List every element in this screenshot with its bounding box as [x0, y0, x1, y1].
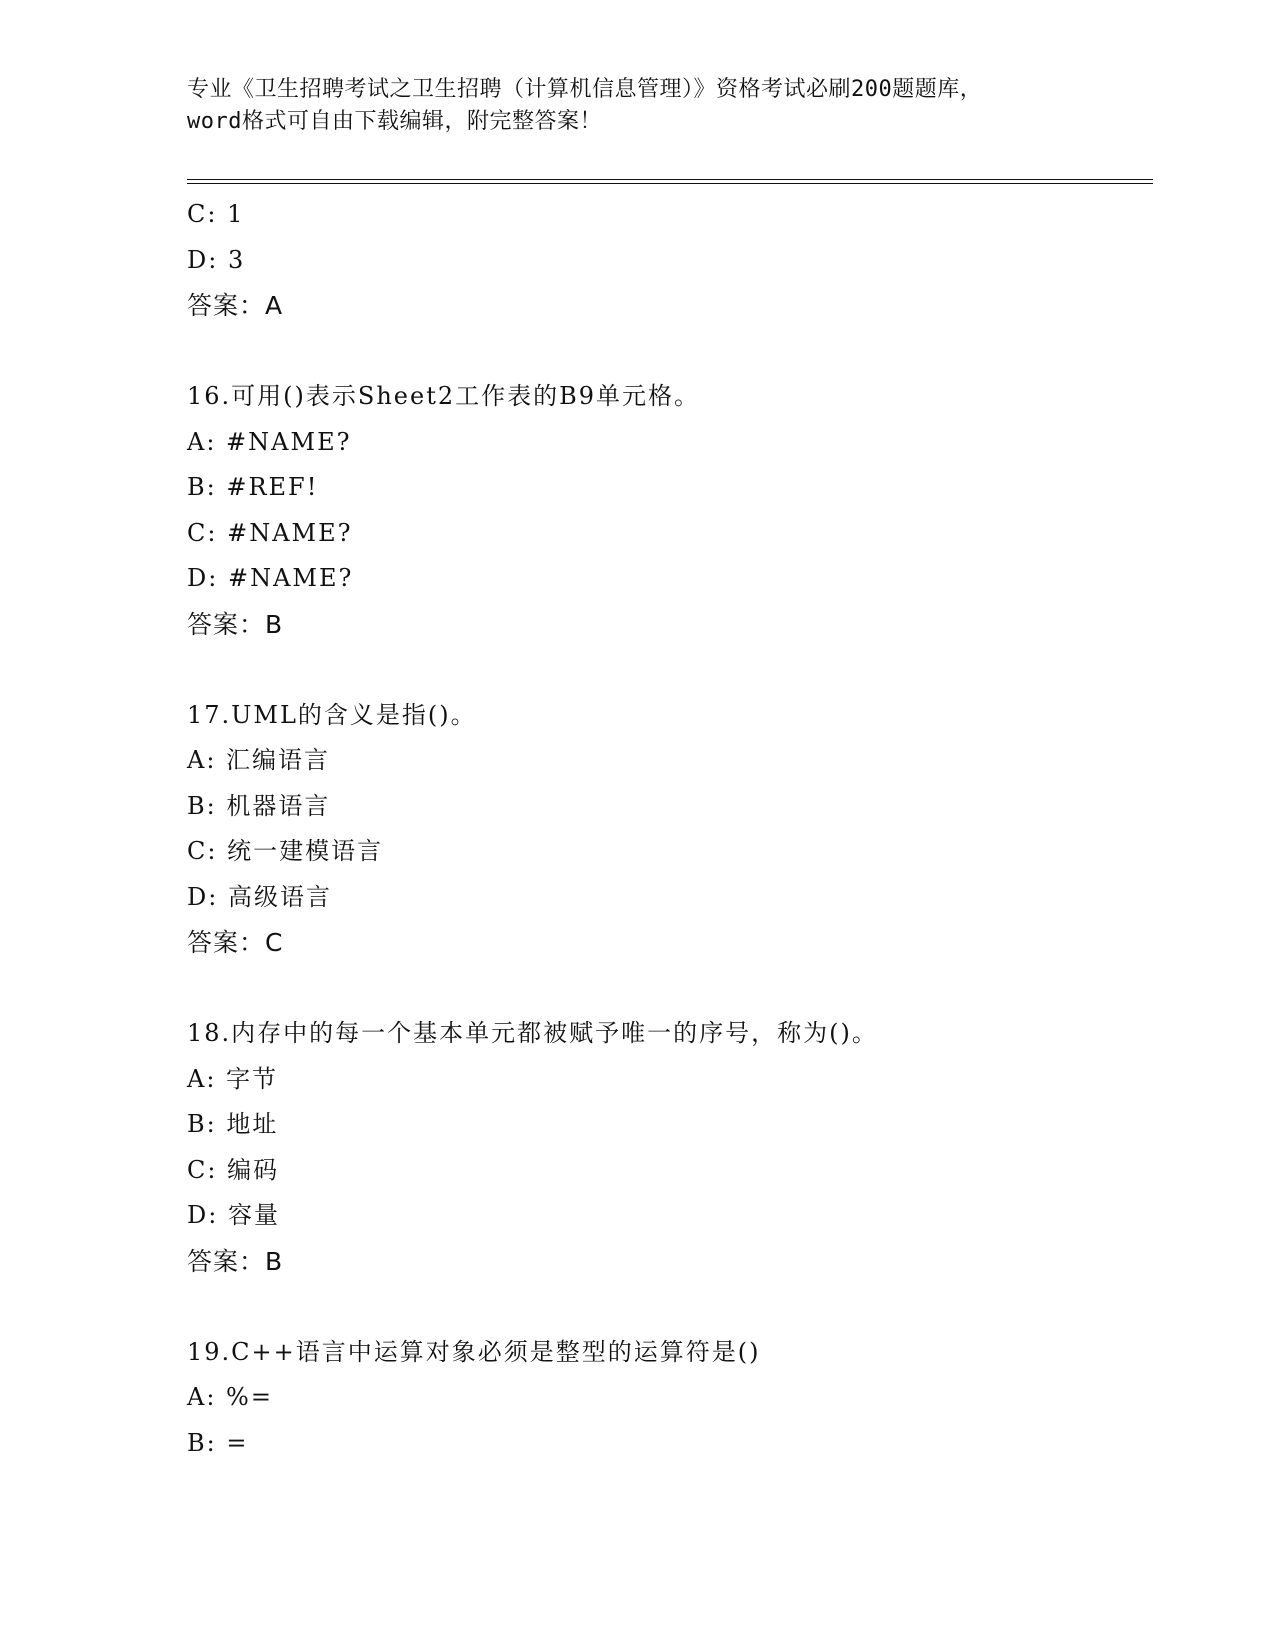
answer-line: 答案：C: [187, 928, 284, 957]
option-d: D: 3: [187, 245, 246, 274]
option-a: A: 字节: [187, 1064, 279, 1093]
option-b: B: 机器语言: [187, 791, 331, 820]
header-title-line-1: 专业《卫生招聘考试之卫生招聘（计算机信息管理）》资格考试必刷200题题库，: [187, 77, 983, 102]
question-18: 18.内存中的每一个基本单元都被赋予唯一的序号，称为()。: [187, 1019, 878, 1047]
spacer: [187, 647, 1153, 693]
question-16: 16.可用()表示Sheet2工作表的B9单元格。: [187, 382, 701, 410]
option-c: C: 编码: [187, 1155, 280, 1184]
spacer: [187, 329, 1153, 375]
header-divider: [187, 179, 1153, 184]
question-19: 19.C++语言中运算对象必须是整型的运算符是(): [187, 1337, 761, 1366]
option-b: B: 地址: [187, 1110, 279, 1138]
answer-line: 答案：B: [187, 609, 284, 639]
answer-line: 答案：A: [187, 291, 284, 320]
option-c: C: 统一建模语言: [187, 837, 384, 865]
option-b: B: #REF!: [187, 473, 319, 501]
document-body: [187, 192, 1153, 1466]
option-c: C: #NAME?: [187, 518, 353, 547]
option-d: D: 容量: [187, 1201, 280, 1229]
option-a: A: 汇编语言: [187, 746, 331, 774]
option-a: A: #NAME?: [187, 427, 352, 456]
spacer: [187, 1284, 1153, 1330]
answer-line: 答案：B: [187, 1246, 284, 1276]
document-header: [187, 74, 1107, 138]
question-17: 17.UML的含义是指()。: [187, 700, 477, 729]
option-b: B: =: [187, 1428, 249, 1457]
option-a: A: %=: [187, 1383, 273, 1411]
option-d: D: #NAME?: [187, 564, 354, 592]
header-title-line-2: word格式可自由下载编辑，附完整答案！: [187, 109, 602, 134]
spacer: [187, 966, 1153, 1012]
option-c: C: 1: [187, 200, 245, 228]
option-d: D: 高级语言: [187, 882, 332, 911]
